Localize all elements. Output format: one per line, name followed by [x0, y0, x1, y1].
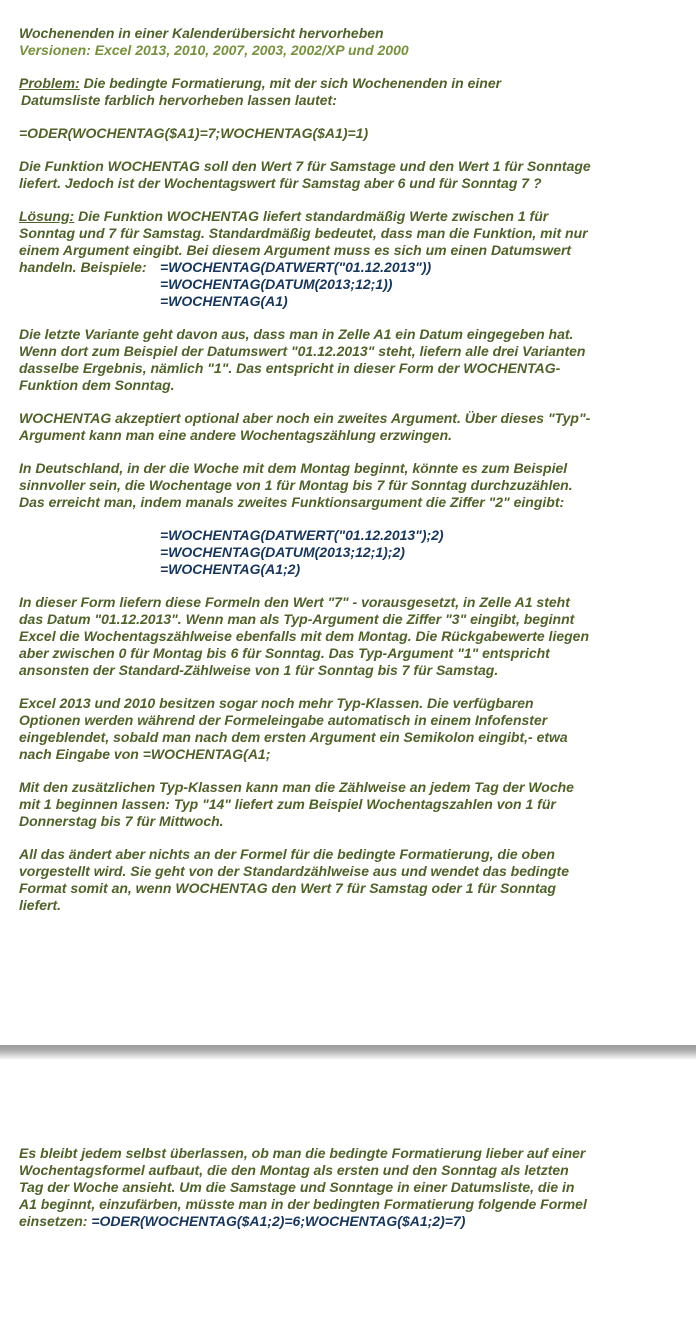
result-line: aber zwischen 0 für Montag bis 6 für Sonntag. Das Typ-Argument "1" entspricht — [19, 645, 550, 661]
conclusion-paragraph — [19, 846, 688, 914]
excel2013-line: eingeblendet, sobald man nach dem ersten Argument ein Semikolon eingibt,- etwa — [19, 729, 568, 745]
solution-line-2: Sonntag und 7 für Samstag. Standardmäßig bedeutet, dass man die Funktion, mit nur — [19, 225, 588, 241]
question-paragraph — [19, 158, 688, 192]
variant-line: dasselbe Ergebnis, nämlich "1". Das entspricht in dieser Form der WOCHENTAG- — [19, 360, 561, 376]
conclusion-line: vorgestellt wird. Sie geht von der Standardzählweise aus und wendet das bedingte — [19, 863, 569, 879]
type-classes-line: mit 1 beginnen lassen: Typ "14" liefert zum Beispiel Wochentagszahlen von 1 für — [19, 796, 556, 812]
result-line: In dieser Form liefern diese Formeln den Wert "7" - vorausgesetzt, in Zelle A1 steht — [19, 594, 570, 610]
problem-label: Problem: — [19, 75, 80, 91]
solution-examples-prefix: handeln. Beispiele: — [19, 259, 147, 275]
variant-line: Die letzte Variante geht davon aus, dass man in Zelle A1 ein Datum eingegeben hat. — [19, 326, 574, 342]
germany-line: Das erreicht man, indem manals zweites Funktionsargument die Ziffer "2" eingibt: — [19, 494, 565, 510]
problem-text-1: Die bedingte Formatierung, mit der sich Wochenenden in einer — [79, 75, 502, 91]
excel2013-line: nach Eingabe von =WOCHENTAG(A1; — [19, 746, 271, 762]
type-classes-line: Mit den zusätzlichen Typ-Klassen kann man die Zählweise an jedem Tag der Woche — [19, 779, 574, 795]
page-two — [19, 1145, 688, 1246]
result-line: ansonsten der Standard-Zählweise von 1 für Sonntag bis 7 für Samstag. — [19, 662, 499, 678]
result-line: Excel die Wochentagszählweise ebenfalls mit dem Montag. Die Rückgabewerte liegen — [19, 628, 590, 644]
page-break-separator — [0, 1045, 696, 1059]
question-line-1: Die Funktion WOCHENTAG soll den Wert 7 für Samstage und den Wert 1 für Sonntage — [19, 158, 591, 174]
final-line: Es bleibt jedem selbst überlassen, ob man die bedingte Formatierung lieber auf einer — [19, 1145, 586, 1161]
example-formula-2: =WOCHENTAG(DATUM(2013;12;1)) — [160, 276, 393, 292]
type-argument-line: WOCHENTAG akzeptiert optional aber noch ein zweites Argument. Über dieses "Typ"- — [19, 410, 591, 426]
final-line: Wochentagsformel aufbaut, die den Montag als ersten und den Sonntag als letzten — [19, 1162, 569, 1178]
type-classes-line: Donnerstag bis 7 für Mittwoch. — [19, 813, 224, 829]
problem-text-2: Datumsliste farblich hervorheben lassen lautet: — [21, 92, 337, 108]
result-line: das Datum "01.12.2013". Wenn man als Typ-Argument die Ziffer "3" eingibt, beginnt — [19, 611, 575, 627]
versions-line: Versionen: Excel 2013, 2010, 2007, 2003, 2002/XP und 2000 — [19, 42, 409, 58]
type2-formula-1: =WOCHENTAG(DATWERT("01.12.2013");2) — [160, 527, 444, 543]
final-formula: =ODER(WOCHENTAG($A1;2)=6;WOCHENTAG($A1;2)=7) — [91, 1213, 466, 1229]
final-line: A1 beginnt, einzufärben, müsste man in der bedingten Formatierung folgende Formel — [19, 1196, 587, 1212]
solution-label: Lösung: — [19, 208, 75, 224]
question-line-2: liefert. Jedoch ist der Wochentagswert für Samstag aber 6 und für Sonntag 7 ? — [19, 175, 542, 191]
excel2013-line: Optionen werden während der Formeleingabe automatisch in einem Infofenster — [19, 712, 548, 728]
final-line-prefix: einsetzen: — [19, 1213, 92, 1229]
conclusion-line: Format somit an, wenn WOCHENTAG den Wert 7 für Samstag oder 1 für Sonntag — [19, 880, 556, 896]
final-paragraph — [19, 1145, 688, 1230]
example-formula-1: =WOCHENTAG(DATWERT("01.12.2013")) — [160, 259, 432, 275]
conclusion-line: liefert. — [19, 897, 62, 913]
type-argument-paragraph — [19, 410, 688, 444]
solution-paragraph — [19, 208, 688, 310]
excel2013-paragraph — [19, 695, 688, 763]
type-classes-paragraph — [19, 779, 688, 830]
header — [19, 25, 688, 59]
excel2013-line: Excel 2013 und 2010 besitzen sogar noch mehr Typ-Klassen. Die verfügbaren — [19, 695, 534, 711]
solution-line-3: einem Argument eingibt. Bei diesem Argument muss es sich um einen Datumswert — [19, 242, 572, 258]
type2-examples — [19, 527, 688, 578]
type2-formula-3: =WOCHENTAG(A1;2) — [160, 561, 301, 577]
document-title: Wochenenden in einer Kalenderübersicht hervorheben — [19, 25, 384, 41]
germany-line: sinnvoller sein, die Wochentage von 1 für Montag bis 7 für Sonntag durchzuzählen. — [19, 477, 573, 493]
main-formula: =ODER(WOCHENTAG($A1)=7;WOCHENTAG($A1)=1) — [19, 125, 369, 141]
germany-paragraph — [19, 460, 688, 511]
type2-formula-2: =WOCHENTAG(DATUM(2013;12;1);2) — [160, 544, 405, 560]
conclusion-line: All das ändert aber nichts an der Formel für die bedingte Formatierung, die oben — [19, 846, 555, 862]
final-line: Tag der Woche ansieht. Um die Samstage und Sonntage in einer Datumsliste, die in — [19, 1179, 575, 1195]
germany-line: In Deutschland, in der die Woche mit dem Montag beginnt, könnte es zum Beispiel — [19, 460, 568, 476]
variant-line: Wenn dort zum Beispiel der Datumswert "01.12.2013" steht, liefern alle drei Varianten — [19, 343, 586, 359]
page-one — [19, 25, 688, 930]
problem-paragraph — [19, 75, 688, 109]
type-argument-line: Argument kann man eine andere Wochentagszählung erzwingen. — [19, 427, 453, 443]
result-paragraph — [19, 594, 688, 679]
solution-line-1: Die Funktion WOCHENTAG liefert standardmäßig Werte zwischen 1 für — [74, 208, 549, 224]
example-formula-3: =WOCHENTAG(A1) — [160, 293, 288, 309]
variant-line: Funktion dem Sonntag. — [19, 377, 175, 393]
main-formula-paragraph — [19, 125, 688, 142]
variant-paragraph — [19, 326, 688, 394]
